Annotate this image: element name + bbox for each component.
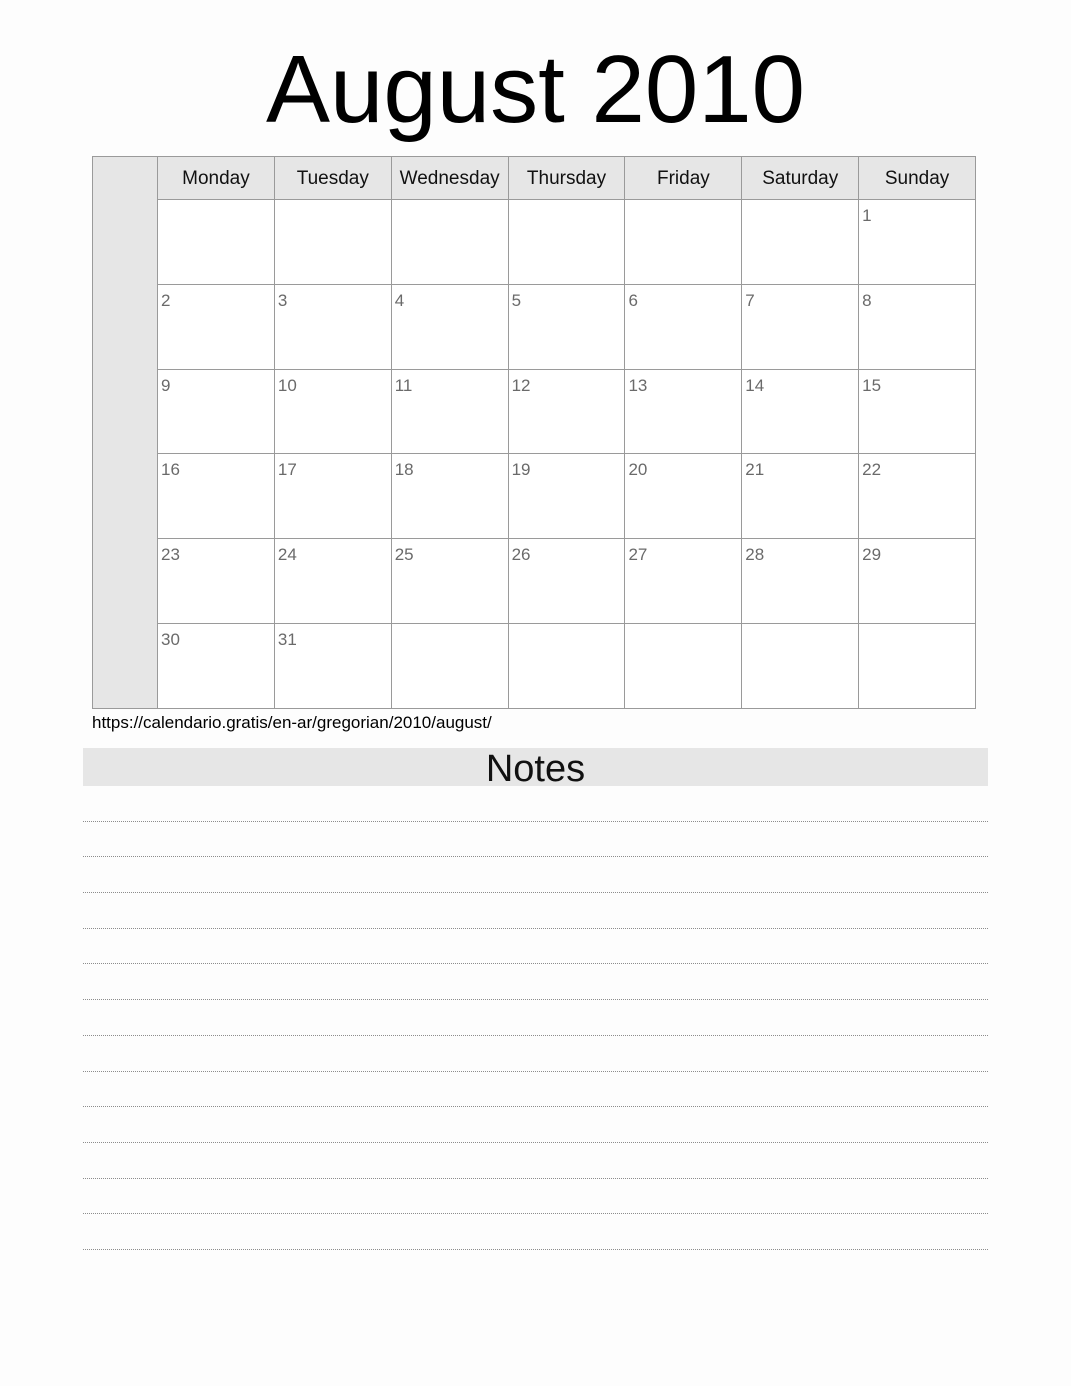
week-row	[158, 624, 975, 708]
day-number: 16	[161, 460, 180, 480]
day-cell	[275, 539, 392, 623]
day-number: 11	[394, 375, 413, 395]
day-number: 26	[511, 545, 531, 565]
day-cell	[158, 370, 275, 454]
day-cell	[275, 624, 392, 708]
day-number: 27	[628, 545, 648, 565]
day-cell	[509, 370, 626, 454]
day-number: 2	[161, 290, 171, 310]
day-number: 17	[277, 460, 297, 480]
day-number: 29	[862, 545, 882, 565]
day-number: 23	[161, 545, 180, 565]
note-line	[83, 893, 988, 929]
day-number: 21	[745, 460, 765, 480]
page-title: August 2010	[265, 36, 806, 143]
day-cell	[392, 539, 509, 623]
day-cell	[625, 285, 742, 369]
day-cell	[509, 624, 626, 708]
note-line	[83, 1072, 988, 1108]
day-number: 3	[277, 290, 288, 310]
day-cell	[625, 370, 742, 454]
day-number: 28	[745, 545, 765, 565]
day-cell	[859, 539, 975, 623]
notes-lines	[83, 786, 988, 1250]
day-cell	[275, 285, 392, 369]
day-number: 25	[394, 545, 414, 565]
weekday-header-thursday: Thursday	[509, 157, 626, 199]
day-cell	[509, 285, 626, 369]
day-cell	[509, 200, 626, 284]
day-cell	[859, 200, 975, 284]
note-line	[83, 857, 988, 893]
note-line	[83, 1143, 988, 1179]
day-cell	[625, 454, 742, 538]
day-number: 9	[161, 375, 171, 395]
day-cell	[275, 454, 392, 538]
day-number: 14	[745, 375, 765, 395]
day-cell	[158, 624, 275, 708]
note-line	[83, 1036, 988, 1072]
weekday-header-friday: Friday	[625, 157, 742, 199]
day-number: 13	[628, 375, 648, 395]
day-cell	[742, 370, 859, 454]
day-number: 10	[277, 375, 297, 395]
note-line	[83, 822, 988, 858]
week-row	[158, 454, 975, 539]
note-line	[83, 1214, 988, 1250]
day-cell	[392, 285, 509, 369]
day-cell	[625, 539, 742, 623]
day-cell	[392, 624, 509, 708]
day-number: 15	[862, 375, 882, 395]
day-number: 7	[745, 290, 755, 310]
note-line	[83, 1179, 988, 1215]
day-cell	[158, 539, 275, 623]
week-row	[158, 285, 975, 370]
weekday-header-wednesday: Wednesday	[392, 157, 509, 199]
calendar-grid	[92, 156, 976, 709]
day-number: 24	[277, 545, 297, 565]
week-number-column	[93, 157, 158, 708]
calendar-body	[158, 157, 975, 708]
day-cell	[392, 200, 509, 284]
day-cell	[509, 539, 626, 623]
day-cell	[158, 200, 275, 284]
day-number: 31	[277, 630, 297, 650]
weeks-container	[158, 200, 975, 708]
day-cell	[625, 200, 742, 284]
weekday-header-saturday: Saturday	[742, 157, 859, 199]
week-row	[158, 200, 975, 285]
day-number: 1	[862, 206, 872, 225]
note-line	[83, 964, 988, 1000]
day-cell	[742, 624, 859, 708]
day-number: 30	[161, 630, 180, 650]
day-number: 5	[511, 290, 522, 310]
day-cell	[158, 285, 275, 369]
day-number: 4	[394, 290, 405, 310]
day-cell	[859, 454, 975, 538]
weekday-header-sunday: Sunday	[884, 168, 950, 189]
weekday-header-tuesday: Tuesday	[275, 157, 392, 199]
day-cell	[742, 285, 859, 369]
day-cell	[509, 454, 626, 538]
week-row	[158, 370, 975, 455]
day-cell	[275, 200, 392, 284]
day-number: 19	[511, 460, 531, 480]
weekday-header-monday: Monday	[158, 157, 275, 199]
day-cell	[742, 200, 859, 284]
note-line	[83, 1000, 988, 1036]
day-number: 8	[862, 290, 872, 310]
day-cell	[742, 539, 859, 623]
day-number: 20	[628, 460, 648, 480]
notes-title: Notes	[83, 748, 988, 786]
day-cell	[158, 454, 275, 538]
day-cell	[625, 624, 742, 708]
day-number: 12	[511, 375, 531, 395]
day-number: 6	[628, 290, 638, 310]
day-cell	[392, 454, 509, 538]
day-cell	[742, 454, 859, 538]
week-row	[158, 539, 975, 624]
day-cell	[859, 370, 975, 454]
note-line	[83, 1107, 988, 1143]
day-cell	[275, 370, 392, 454]
day-number: 22	[862, 460, 882, 480]
day-cell	[859, 285, 975, 369]
note-line	[83, 786, 988, 822]
source-url: https://calendario.gratis/en-ar/gregorian/2010/august/	[92, 713, 492, 732]
day-cell	[859, 624, 975, 708]
day-cell	[392, 370, 509, 454]
day-number: 18	[394, 460, 414, 480]
weekday-header-row	[158, 157, 975, 200]
note-line	[83, 929, 988, 965]
